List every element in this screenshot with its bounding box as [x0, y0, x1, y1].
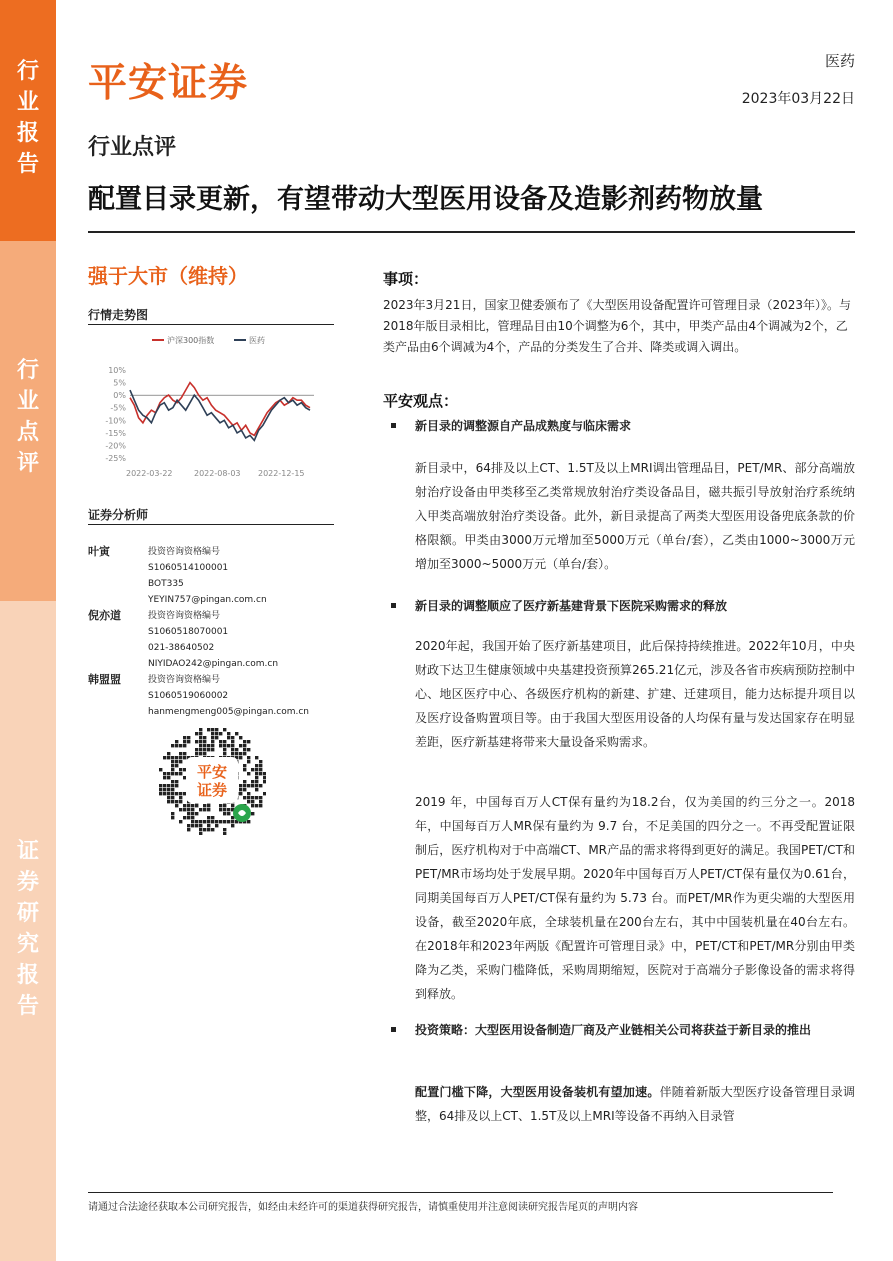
bullet-marker	[391, 1027, 396, 1032]
bullet-text-rest: 伴随着新版大型医疗设备管理目录调整，64排及以上CT、1.5T及以上MRI等设备不再纳入目录管	[415, 1085, 855, 1123]
y-tick-label: -15%	[105, 428, 126, 438]
document-type: 行业点评	[88, 135, 177, 160]
analyst-name: 韩盟盟	[88, 673, 121, 686]
sidebar-char: 券	[16, 870, 39, 895]
viewpoint-heading-wrap	[383, 390, 853, 411]
sidebar-char: 报	[16, 121, 39, 146]
analyst-email[interactable]: hanmengmeng005@pingan.com.cn	[148, 707, 309, 717]
analyst-info-line: 021-38640502	[148, 643, 215, 653]
analyst-info-line: S1060519060002	[148, 691, 229, 701]
sidebar-char: 告	[16, 152, 39, 177]
sidebar-char: 评	[16, 451, 39, 476]
event-heading: 事项：	[383, 270, 429, 288]
bullet-point	[383, 416, 853, 436]
analyst-info	[148, 544, 267, 608]
sidebar-char: 报	[16, 963, 39, 988]
bullet-bold-lead: 配置门槛下降，大型医用设备装机有望加速。	[415, 1085, 660, 1099]
y-tick-label: 10%	[108, 366, 126, 375]
qr-logo-text: 平安	[196, 763, 228, 781]
sidebar-char: 研	[16, 901, 39, 926]
analyst-name: 叶寅	[88, 545, 110, 558]
section-divider	[88, 324, 334, 325]
bullet-title: 投资策略：大型医用设备制造厂商及产业链相关公司将获益于新目录的推出	[415, 1023, 812, 1037]
analyst-info-line: BOT335	[148, 579, 184, 589]
series-line	[130, 390, 310, 440]
viewpoint-heading: 平安观点：	[383, 392, 459, 410]
analyst-info-line: 投资咨询资格编号	[148, 547, 221, 557]
sidebar-char: 行	[16, 59, 39, 84]
sidebar-char: 行	[16, 358, 39, 383]
analyst-info	[148, 608, 278, 672]
report-date: 2023年03月22日	[741, 91, 855, 107]
bullet-title: 新目录的调整源自产品成熟度与临床需求	[415, 419, 632, 433]
x-tick-label: 2022-12-15	[258, 469, 305, 478]
analyst-info-line: S1060518070001	[148, 627, 229, 637]
sidebar-char: 业	[16, 389, 39, 414]
company-logo: 平安证券	[88, 61, 249, 106]
y-tick-label: -10%	[105, 416, 126, 426]
analyst-card	[88, 544, 334, 608]
sidebar-char: 点	[16, 420, 39, 445]
y-tick-label: -25%	[105, 454, 126, 463]
analyst-card	[88, 672, 334, 720]
sidebar-char: 告	[16, 994, 39, 1019]
sidebar-block-research-report	[0, 601, 56, 1261]
bullet-text: 新目录中，64排及以上CT、1.5T及以上MRI调出管理品目，PET/MR、部分高端放射治疗设备由甲类移至乙类常规放射治疗类设备品目，磁共振引导放射治疗系统纳入甲类高端放射治疗类设备。此外，新目录提高了两类大型医用设备兜底条款的价格限额。甲类由3000万元增加至5000万元（单台/套），乙类由1000~3000万元增加至3000~5000万元（单台/套）。	[415, 461, 855, 571]
sidebar-char: 证	[16, 839, 39, 864]
sidebar-char: 究	[16, 932, 39, 957]
chart-section-title: 行情走势图	[88, 308, 149, 322]
analyst-card	[88, 608, 334, 672]
analyst-email[interactable]: YEYIN757@pingan.com.cn	[148, 595, 267, 605]
analyst-info-line: 投资咨询资格编号	[148, 611, 221, 621]
qr-code[interactable]	[158, 727, 266, 835]
analyst-info-line: 投资咨询资格编号	[148, 675, 221, 685]
sidebar-char: 业	[16, 90, 39, 115]
page-title: 配置目录更新，有望带动大型医用设备及造影剂药物放量	[88, 184, 763, 215]
event-text: 2023年3月21日，国家卫健委颁布了《大型医用设备配置许可管理目录（2023年）》。与2018年版目录相比，管理品目由10个调整为6个，其中，甲类产品由4个调减为2个，乙类产品由6个调减为4个，产品的分类发生了合并、降类或调入调出。	[383, 298, 851, 354]
x-tick-label: 2022-03-22	[126, 469, 173, 478]
title-divider	[88, 231, 855, 233]
rating-label: 强于大市（维持）	[88, 264, 248, 288]
analyst-section-title: 证券分析师	[88, 508, 149, 522]
event-section	[383, 268, 853, 358]
analyst-info-line: S1060514100001	[148, 563, 229, 573]
sidebar-block-industry-comment	[0, 241, 56, 601]
bullet-title: 新目录的调整顺应了医疗新基建背景下医院采购需求的释放	[415, 599, 728, 613]
y-tick-label: 0%	[113, 391, 126, 401]
y-tick-label: -5%	[110, 403, 126, 413]
qr-logo-text: 证券	[196, 781, 228, 799]
x-tick-label: 2022-08-03	[194, 469, 241, 478]
bullet-marker	[391, 423, 396, 428]
footer-disclaimer: 请通过合法途径获取本公司研究报告，如经由未经许可的渠道获得研究报告，请慎重使用并注意阅读研究报告尾页的声明内容	[88, 1202, 638, 1213]
analyst-email[interactable]: NIYIDAO242@pingan.com.cn	[148, 659, 279, 669]
market-trend-chart	[88, 328, 334, 484]
industry-label: 医药	[824, 52, 855, 70]
bullet-text	[415, 1080, 855, 1128]
y-tick-label: -20%	[105, 441, 126, 451]
section-divider	[88, 524, 334, 525]
analyst-info	[148, 672, 309, 720]
sidebar-block-industry-report	[0, 0, 56, 241]
bullet-point	[383, 596, 853, 616]
bullet-text: 2020年起，我国开始了医疗新基建项目，此后保持持续推进。2022年10月，中央财政下达卫生健康领域中央基建投资预算265.21亿元，涉及各省市疾病预防控制中心、地区医疗中心、各级医疗机构的新建、扩建、迁建项目，能力达标提升项目以及医疗设备购置项目等。由于我国大型医用设备的人均保有量与发达国家存在明显差距，医疗新基建将带来大量设备采购需求。	[415, 639, 855, 749]
footer-divider	[88, 1192, 833, 1193]
legend-entry: 医药	[249, 336, 265, 345]
legend-entry: 沪深300指数	[167, 336, 215, 345]
bullet-marker	[391, 603, 396, 608]
bullet-point	[383, 1020, 853, 1040]
analyst-name: 倪亦道	[88, 609, 121, 622]
bullet-text: 2019 年，中国每百万人CT保有量约为18.2台，仅为美国的约三分之一。2018年，中国每百万人MR保有量约为 9.7 台，不足美国的四分之一。不再受配置证限制后，医疗机构对于中高端CT、MR产品的需求将得到更好的满足。我国PET/CT和PET/MR市场均处于发展早期。2020年中国每百万人PET/CT保有量仅为0.61台，同期美国每百万人PET/CT保有量约为 5.73 台。而PET/MR作为更尖端的大型医用设备，截至2020年底，全球装机量在200台左右，其中中国装机量在40台左右。在2018年和2023年两版《配置许可管理目录》中，PET/CT和PET/MR分别由甲类降为乙类，采购门槛降低，采购周期缩短，医院对于高端分子影像设备的需求将得到释放。	[415, 795, 855, 1001]
y-tick-label: 5%	[113, 378, 126, 388]
